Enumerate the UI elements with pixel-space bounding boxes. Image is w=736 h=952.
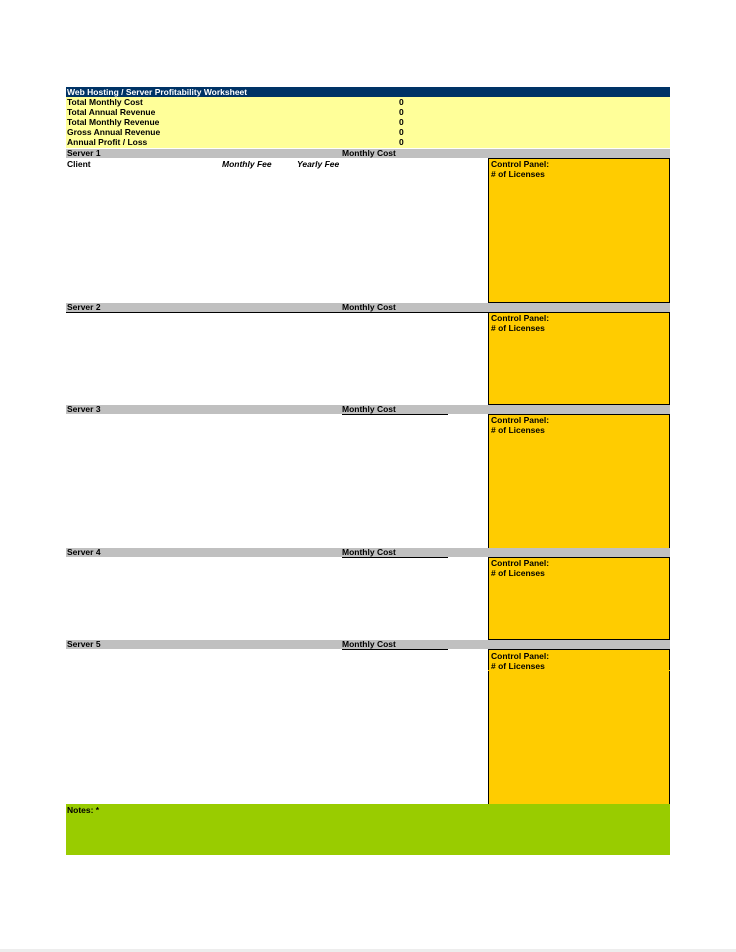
server-5-control-panel-box[interactable] [488,649,670,804]
server-name: Server 5 [67,639,101,649]
licenses-label: # of Licenses [491,169,545,179]
server-5-header [66,640,670,649]
summary-label: Annual Profit / Loss [67,137,148,147]
server-3-header [66,405,670,414]
licenses-label: # of Licenses [491,323,545,333]
summary-value[interactable]: 0 [399,117,404,127]
summary-row-total-monthly-revenue [66,117,670,127]
summary-value[interactable]: 0 [399,137,404,147]
server-1-control-panel-box[interactable] [488,158,670,303]
summary-label: Total Annual Revenue [67,107,156,117]
summary-label: Total Monthly Cost [67,97,143,107]
summary-block [66,97,670,148]
divider [488,670,670,671]
summary-value[interactable]: 0 [399,127,404,137]
summary-row-gross-annual-revenue [66,127,670,137]
notes-label: Notes: * [67,805,100,815]
licenses-label: # of Licenses [491,661,545,671]
monthly-cost-label: Monthly Cost [342,404,396,414]
worksheet-title-bar [66,87,670,97]
divider [66,312,488,313]
monthly-cost-underline [342,557,448,558]
yearly-fee-column-header: Yearly Fee [297,159,340,169]
monthly-cost-underline [342,649,448,650]
server-2-header [66,303,670,312]
licenses-label: # of Licenses [491,568,545,578]
server-4-control-panel-box[interactable] [488,557,670,640]
client-column-header: Client [67,159,91,169]
server-1-header [66,149,670,158]
summary-row-total-monthly-cost [66,97,670,107]
monthly-cost-underline [342,414,448,415]
server-name: Server 1 [67,148,101,158]
notes-block[interactable] [66,804,670,855]
server-2-control-panel-box[interactable] [488,312,670,405]
server-4-header [66,548,670,557]
monthly-cost-label: Monthly Cost [342,639,396,649]
control-panel-label: Control Panel: [491,651,550,661]
summary-value[interactable]: 0 [399,97,404,107]
server-name: Server 4 [67,547,101,557]
control-panel-label: Control Panel: [491,558,550,568]
summary-row-annual-profit-loss [66,137,670,147]
monthly-fee-column-header: Monthly Fee [222,159,272,169]
licenses-label: # of Licenses [491,425,545,435]
summary-label: Total Monthly Revenue [67,117,160,127]
control-panel-label: Control Panel: [491,415,550,425]
monthly-cost-label: Monthly Cost [342,302,396,312]
server-name: Server 2 [67,302,101,312]
summary-row-total-annual-revenue [66,107,670,117]
server-name: Server 3 [67,404,101,414]
server-3-control-panel-box[interactable] [488,414,670,549]
worksheet-title: Web Hosting / Server Profitability Worksheet [67,87,248,97]
summary-value[interactable]: 0 [399,107,404,117]
monthly-cost-label: Monthly Cost [342,148,396,158]
control-panel-label: Control Panel: [491,313,550,323]
control-panel-label: Control Panel: [491,159,550,169]
monthly-cost-label: Monthly Cost [342,547,396,557]
summary-label: Gross Annual Revenue [67,127,161,137]
